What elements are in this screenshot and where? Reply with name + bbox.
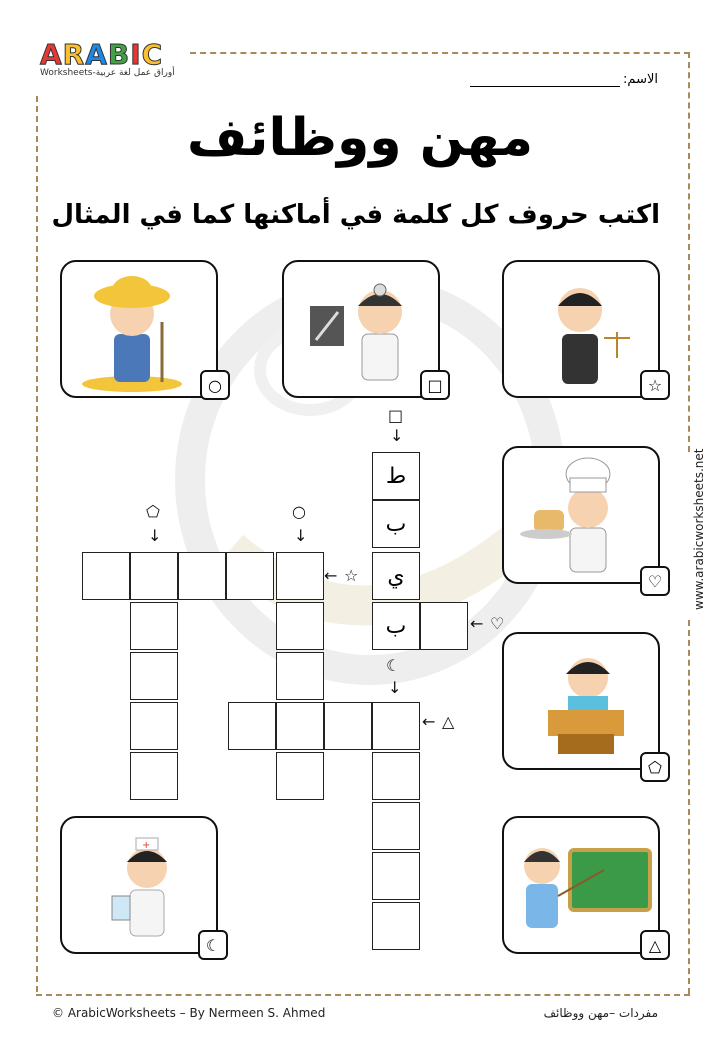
nurse-illustration (62, 818, 216, 952)
triangle-clue-marker: △ (442, 712, 455, 731)
down-arrow-icon: ↓ (294, 526, 308, 545)
left-dashed-border (36, 96, 38, 992)
crossword-cell[interactable] (276, 652, 324, 700)
circle-symbol-box: ○ (200, 370, 230, 400)
crossword-cell[interactable] (420, 602, 468, 650)
crossword-cell[interactable] (130, 602, 178, 650)
card-lawyer (502, 260, 663, 398)
card-secretary (502, 632, 662, 777)
logo-subtitle: Worksheets-أوراق عمل لغة عربية (40, 68, 175, 78)
heart-symbol-box: ♡ (640, 566, 670, 596)
right-dashed-border-bottom (688, 620, 690, 994)
chef-illustration (504, 448, 658, 582)
crossword-cell[interactable] (178, 552, 226, 600)
left-arrow-icon: ← (422, 712, 436, 731)
footer-credit: © ArabicWorksheets – By Nermeen S. Ahmed (52, 1006, 326, 1020)
bottom-dashed-border (36, 994, 690, 996)
square-symbol-box: □ (420, 370, 450, 400)
crossword-cell[interactable] (372, 752, 420, 800)
name-label: الاسم: (623, 72, 658, 87)
crossword-cell[interactable] (228, 702, 276, 750)
circle-clue-marker: ○ (292, 502, 306, 521)
crossword-cell[interactable] (130, 752, 178, 800)
crossword-cell[interactable] (372, 702, 420, 750)
star-clue-marker: ☆ (344, 566, 359, 585)
triangle-symbol-box: △ (640, 930, 670, 960)
name-field[interactable] (470, 86, 620, 87)
down-arrow-icon: ↓ (148, 526, 162, 545)
square-clue-marker: □ (388, 406, 404, 425)
moon-symbol-box: ☾ (198, 930, 228, 960)
card-chef (502, 446, 663, 591)
crossword-cell[interactable] (372, 852, 420, 900)
page-title: مهن ووظائف (186, 108, 534, 168)
crossword-cell[interactable]: ي (372, 552, 420, 600)
crossword-cell[interactable] (130, 652, 178, 700)
crossword-cell[interactable] (324, 702, 372, 750)
moon-clue-marker: ☾ (386, 656, 401, 675)
heart-clue-marker: ♡ (490, 614, 505, 633)
card-doctor (282, 260, 443, 398)
crossword-cell[interactable] (372, 802, 420, 850)
crossword-cell[interactable] (276, 752, 324, 800)
down-arrow-icon: ↓ (388, 678, 402, 697)
pentagon-clue-marker: ⬠ (146, 502, 160, 521)
crossword-cell[interactable] (226, 552, 274, 600)
crossword-cell[interactable] (372, 902, 420, 950)
crossword-cell[interactable]: ط (372, 452, 420, 500)
svg-text:+: + (142, 840, 151, 851)
secretary-illustration (504, 634, 658, 768)
crossword-cell[interactable]: ب (372, 500, 420, 548)
top-dashed-border (190, 52, 690, 54)
crossword-cell[interactable] (130, 552, 178, 600)
teacher-illustration (504, 818, 658, 952)
doctor-illustration (284, 262, 438, 396)
instruction: اكتب حروف كل كلمة في أماكنها كما في المثال (51, 200, 660, 230)
crossword-cell[interactable] (276, 552, 324, 600)
logo: ARABIC (40, 38, 164, 71)
left-arrow-icon: ← (324, 566, 338, 585)
crossword-cell[interactable]: ب (372, 602, 420, 650)
crossword-cell[interactable] (82, 552, 130, 600)
card-farmer (60, 260, 222, 398)
card-teacher (502, 816, 660, 954)
card-nurse (60, 816, 221, 955)
star-symbol-box: ☆ (640, 370, 670, 400)
down-arrow-icon: ↓ (390, 426, 404, 445)
crossword-cell[interactable] (130, 702, 178, 750)
website-side-text: www.arabicworksheets.net (692, 448, 706, 610)
pentagon-symbol-box: ⬠ (640, 752, 670, 782)
footer-topic: مفردات –مهن ووظائف (543, 1006, 658, 1020)
left-arrow-icon: ← (470, 614, 484, 633)
lawyer-illustration (504, 262, 658, 396)
crossword-cell[interactable] (276, 702, 324, 750)
farmer-illustration (62, 262, 216, 396)
crossword-cell[interactable] (276, 602, 324, 650)
